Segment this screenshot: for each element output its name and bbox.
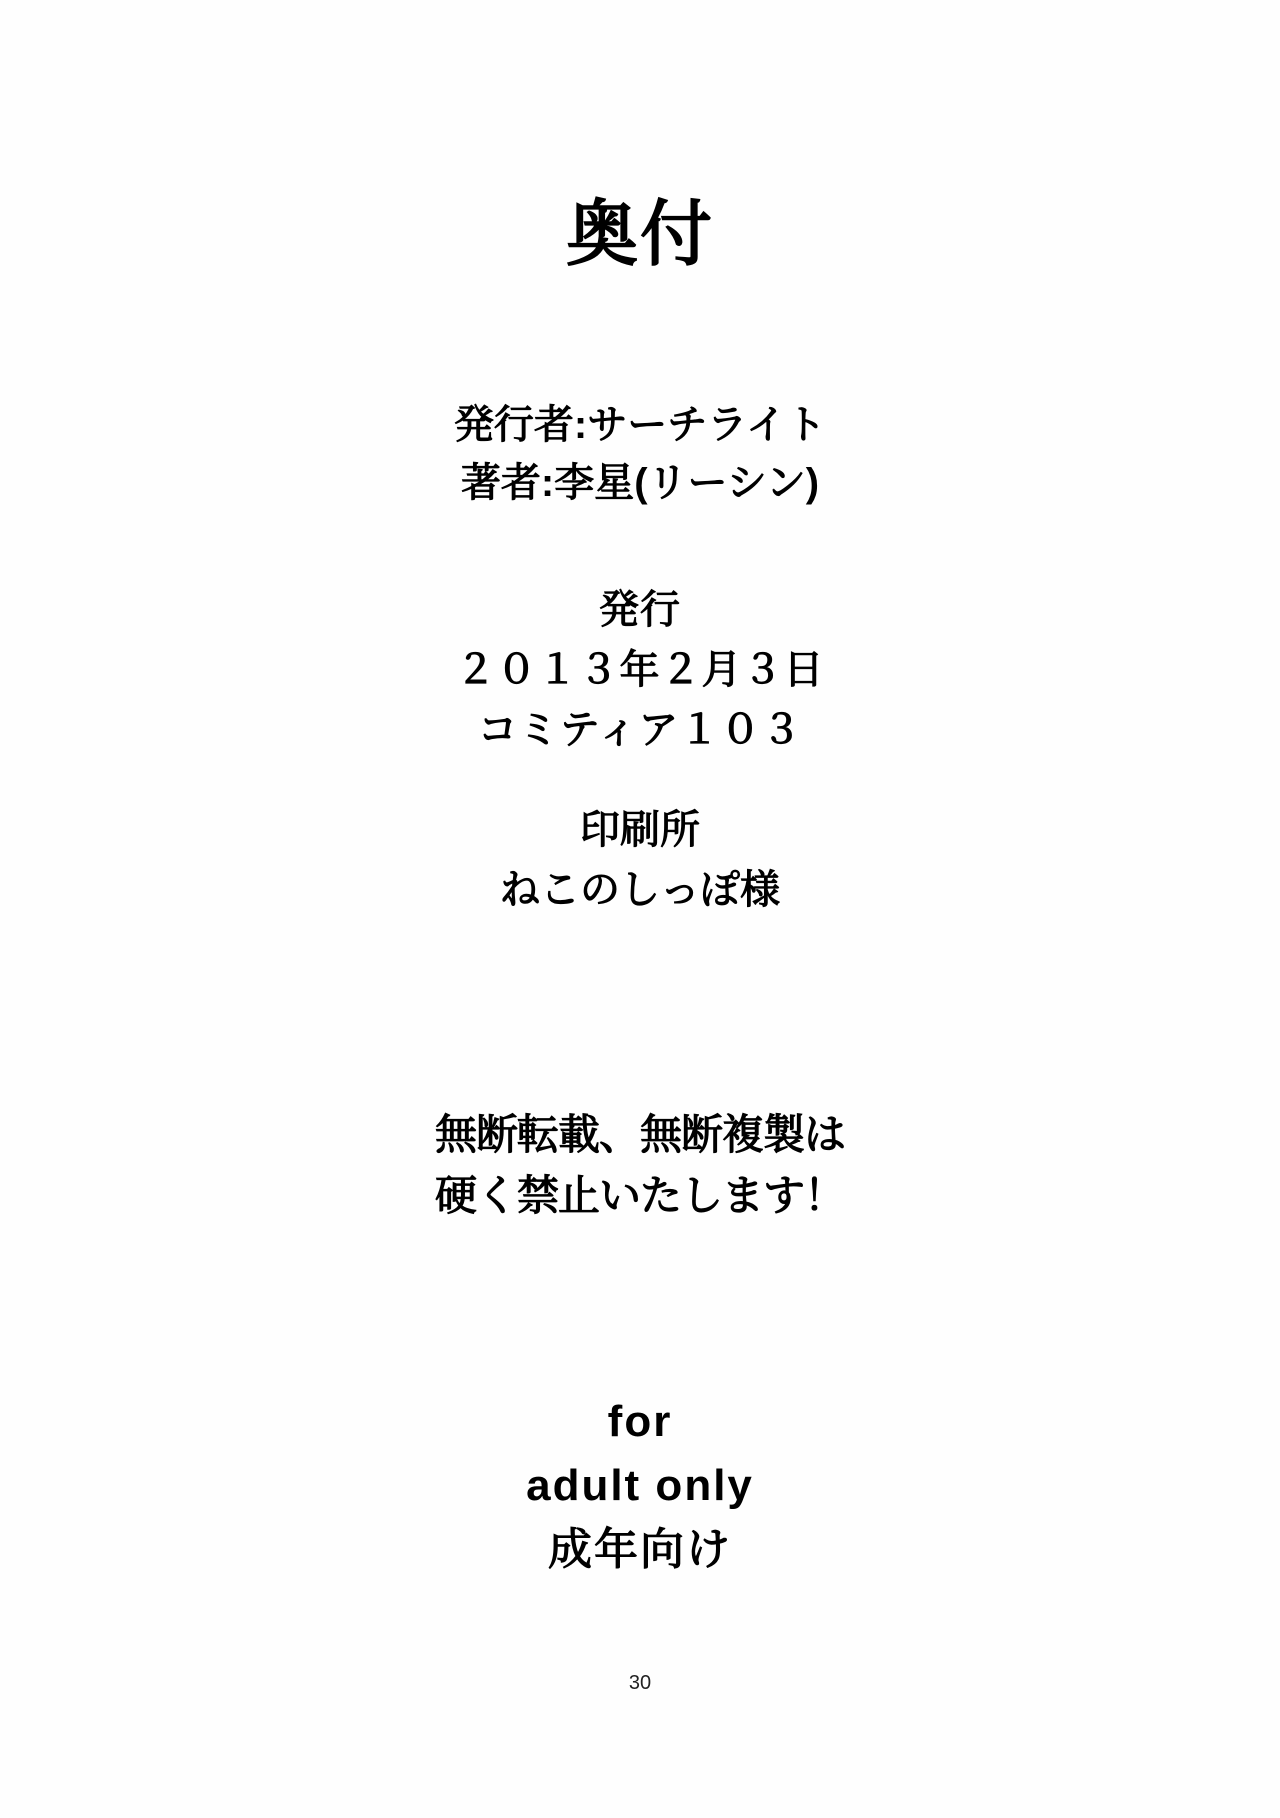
printer-name: ねこのしっぽ様 — [500, 868, 780, 912]
printer-block — [0, 800, 1280, 920]
publication-date: ２０１３年２月３日 — [455, 648, 825, 692]
notice-line-2: 硬く禁止いたします！ — [434, 1171, 845, 1219]
printer-heading: 印刷所 — [580, 808, 700, 852]
publication-block — [0, 580, 1280, 760]
adult-only-notice — [0, 1390, 1280, 1581]
publication-heading: 発行 — [599, 588, 681, 632]
adult-line-3: 成年向け — [548, 1524, 732, 1574]
publication-event: コミティア１０３ — [477, 708, 803, 752]
author-line: 著者:李星(リーシン) — [460, 461, 820, 505]
page-title: 奥付 — [565, 195, 714, 275]
page-number: 30 — [628, 1672, 652, 1694]
credits-block — [0, 396, 1280, 512]
copyright-notice — [0, 1105, 1280, 1227]
adult-line-1: for — [607, 1397, 673, 1446]
notice-line-1: 無断転載、無断複製は — [434, 1111, 845, 1158]
adult-line-2: adult only — [526, 1460, 754, 1510]
publisher-line: 発行者:サーチライト — [453, 403, 827, 447]
